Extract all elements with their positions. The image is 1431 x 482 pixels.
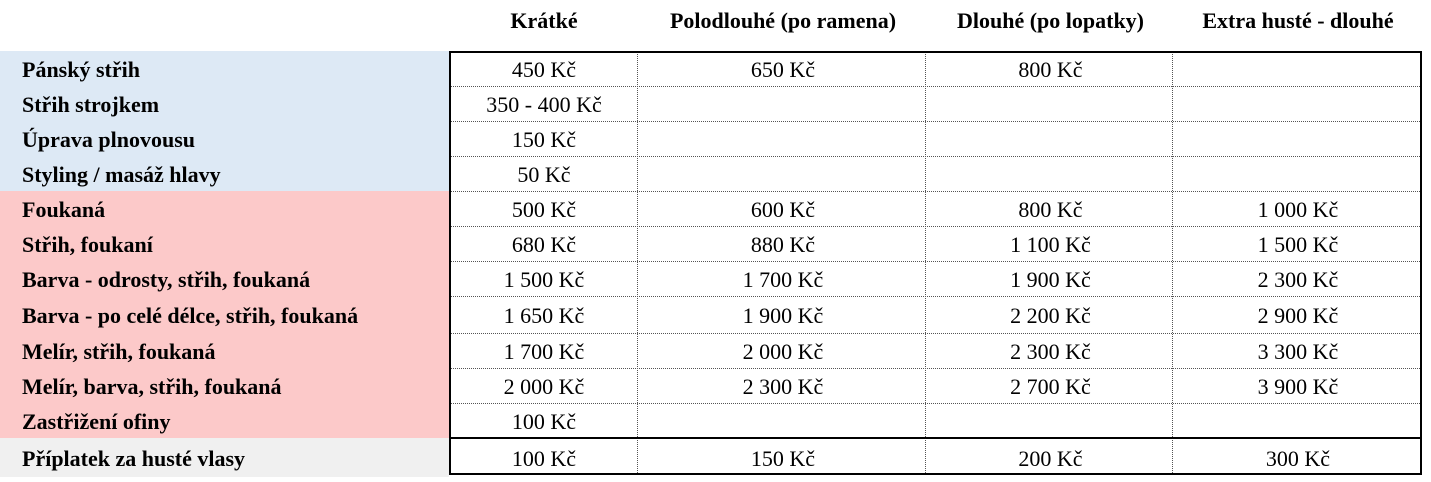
column-header-kratke: Krátké xyxy=(510,8,578,33)
price-cell xyxy=(1174,403,1422,438)
price-cell: 800 Kč xyxy=(1018,196,1083,222)
price-cell: 1 500 Kč xyxy=(1257,231,1339,257)
price-cell xyxy=(639,121,927,156)
price-cell: 300 Kč xyxy=(1265,445,1331,471)
price-cell: 2 000 Kč xyxy=(503,373,585,399)
row-label-zastrizeni-ofiny: Zastřižení ofiny xyxy=(0,403,449,438)
row-label-melir-barva: Melír, barva, střih, foukaná xyxy=(0,368,449,403)
price-cell: 2 900 Kč xyxy=(1257,302,1339,328)
price-cell: 2 300 Kč xyxy=(1257,266,1339,292)
price-cell: 600 Kč xyxy=(750,196,816,222)
price-cell: 200 Kč xyxy=(1018,445,1083,471)
price-cell: 100 Kč xyxy=(511,445,577,471)
price-cell xyxy=(1174,121,1422,156)
price-cell: 2 000 Kč xyxy=(742,338,824,364)
price-cell xyxy=(927,86,1174,121)
price-cell: 350 - 400 Kč xyxy=(486,91,602,117)
price-cell: 880 Kč xyxy=(750,231,816,257)
price-cell xyxy=(1174,156,1422,191)
price-cell xyxy=(927,156,1174,191)
header-corner xyxy=(0,0,449,33)
row-label-priplatek: Příplatek za husté vlasy xyxy=(0,438,449,477)
price-cell: 450 Kč xyxy=(511,56,577,82)
price-cell: 800 Kč xyxy=(1018,56,1083,82)
price-cell xyxy=(1174,86,1422,121)
row-label-barva-cela-delka: Barva - po celé délce, střih, foukaná xyxy=(0,296,449,333)
price-cell: 1 650 Kč xyxy=(503,302,585,328)
header-spacer xyxy=(0,33,1422,51)
price-cell: 100 Kč xyxy=(511,408,577,434)
price-cell: 3 900 Kč xyxy=(1257,373,1339,399)
column-header-dlouhe: Dlouhé (po lopatky) xyxy=(956,8,1145,33)
price-cell: 680 Kč xyxy=(511,231,577,257)
price-cell: 2 300 Kč xyxy=(1010,338,1091,364)
price-cell: 1 000 Kč xyxy=(1257,196,1339,222)
price-cell: 1 900 Kč xyxy=(1010,266,1091,292)
price-cell: 50 Kč xyxy=(517,161,571,187)
price-cell xyxy=(639,156,927,191)
price-cell: 1 500 Kč xyxy=(503,266,585,292)
price-cell xyxy=(927,121,1174,156)
price-cell: 1 700 Kč xyxy=(503,338,585,364)
price-cell: 1 900 Kč xyxy=(742,302,824,328)
price-cell xyxy=(639,86,927,121)
row-label-styling-masaz: Styling / masáž hlavy xyxy=(0,156,449,191)
price-cell xyxy=(1174,51,1422,86)
price-cell xyxy=(927,403,1174,438)
price-cell: 2 300 Kč xyxy=(742,373,824,399)
column-header-extra-huste: Extra husté - dlouhé xyxy=(1202,8,1394,33)
price-cell: 3 300 Kč xyxy=(1257,338,1339,364)
price-cell: 650 Kč xyxy=(750,56,816,82)
row-label-melir: Melír, střih, foukaná xyxy=(0,333,449,368)
price-cell: 500 Kč xyxy=(511,196,577,222)
row-label-foukana: Foukaná xyxy=(0,191,449,226)
price-cell: 2 200 Kč xyxy=(1010,302,1091,328)
price-cell xyxy=(639,403,927,438)
price-cell: 1 700 Kč xyxy=(742,266,824,292)
row-label-strih-strojkem: Střih strojkem xyxy=(0,86,449,121)
column-header-polodlouhe: Polodlouhé (po ramena) xyxy=(669,8,897,33)
price-cell: 2 700 Kč xyxy=(1010,373,1091,399)
price-cell: 150 Kč xyxy=(511,126,577,152)
row-label-barva-odrosty: Barva - odrosty, střih, foukaná xyxy=(0,261,449,296)
row-label-pansky-strih: Pánský střih xyxy=(0,51,449,86)
row-label-uprava-plnovousu: Úprava plnovousu xyxy=(0,121,449,156)
row-label-strih-foukani: Střih, foukaní xyxy=(0,226,449,261)
price-cell: 150 Kč xyxy=(750,445,816,471)
price-cell: 1 100 Kč xyxy=(1010,231,1091,257)
